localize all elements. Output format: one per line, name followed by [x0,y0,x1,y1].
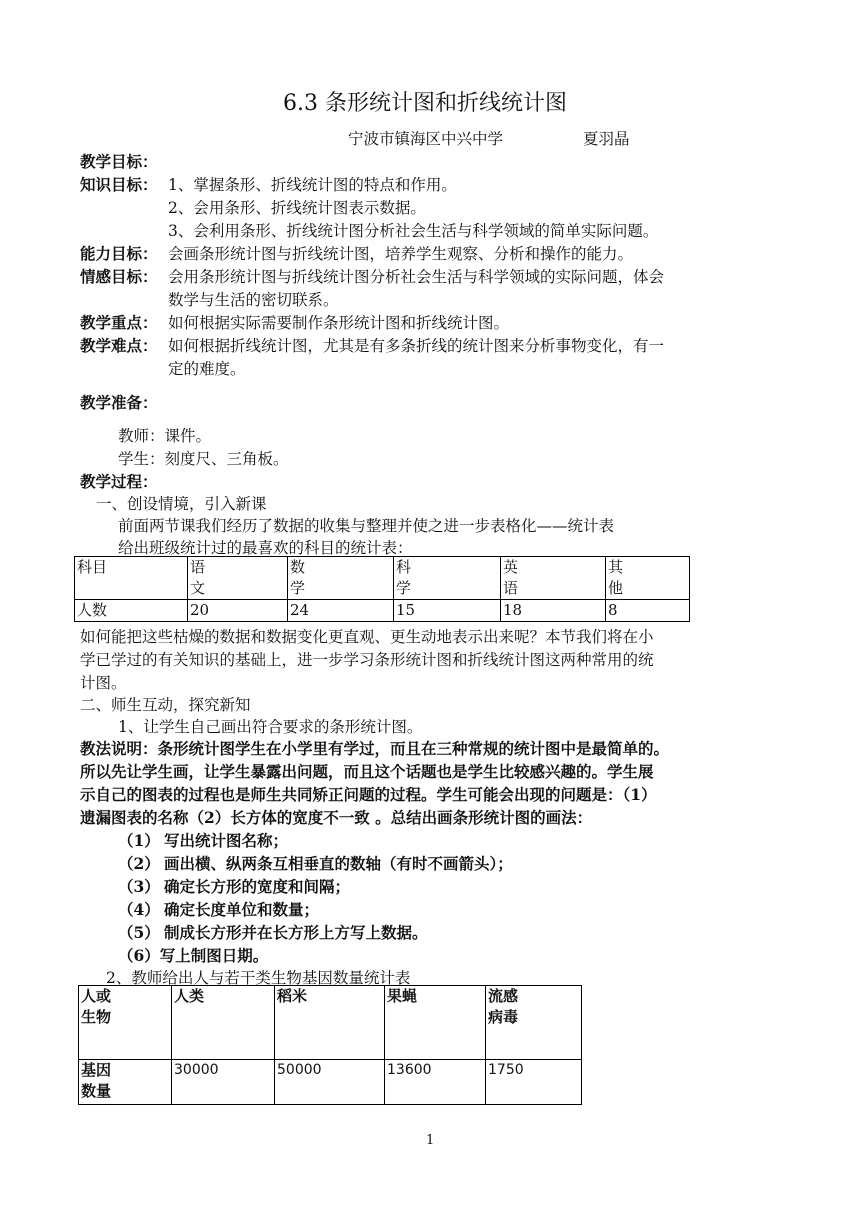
method-line-4: 遗漏图表的名称（2）长方体的宽度不一致 。总结出画条形统计图的画法： [80,808,593,827]
page-number: 1 [426,1133,435,1148]
method-line-1: 教法说明：条形统计图学生在小学里有学过，而且在三种常规的统计图中是最简单的。 [80,739,670,758]
key-label: 教学重点： [80,313,158,332]
table-cell: 人类 [172,986,275,1060]
table-cell: 科目 [75,557,188,600]
table-cell: 英 语 [501,557,606,600]
table-row [75,557,690,600]
table-cell: 果蝇 [385,986,486,1060]
prep-teacher: 教师：课件。 [118,427,212,445]
step-4-num: （4） [118,900,160,919]
difficulty-label: 教学难点： [80,336,158,355]
prep-heading: 教学准备： [80,393,158,412]
prep-student: 学生：刻度尺、三角板。 [118,450,289,468]
step-3-num: （3） [118,877,160,896]
difficulty-line-2: 定的难度。 [168,360,246,378]
step-4-text: 确定长度单位和数量； [164,900,320,919]
step-6: （6）写上制图日期。 [118,946,269,965]
table-cell: 语 文 [188,557,288,600]
knowledge-item-1: 1、掌握条形、折线统计图的特点和作用。 [168,176,457,194]
section-2-item-2: 2、教师给出人与若干类生物基因数量统计表 [106,969,411,987]
step-3-text: 确定长方形的宽度和间隔； [164,877,351,896]
emotion-line-1: 会用条形统计图与折线统计图分析社会生活与科学领域的实际问题，体会 [168,268,665,286]
table-cell: 8 [606,600,690,622]
knowledge-item-2: 2、会用条形、折线统计图表示数据。 [168,199,426,217]
emotion-label: 情感目标： [80,267,158,286]
section-1-para-1: 前面两节课我们经历了数据的收集与整理并使之进一步表格化——统计表 [118,517,615,535]
step-1-text: 写出统计图名称； [164,831,289,850]
section-1-para-2: 给出班级统计过的最喜欢的科目的统计表： [118,539,413,557]
table-cell: 50000 [275,1060,385,1105]
table-cell: 1750 [486,1060,582,1105]
gene-table [78,985,582,1105]
emotion-line-2: 数学与生活的密切联系。 [168,291,339,309]
section-2-heading: 二、师生互动，探究新知 [80,696,251,714]
table-cell: 18 [501,600,606,622]
table-row [75,600,690,622]
subject-table [74,556,690,622]
intro-para-line-2: 学已学过的有关知识的基础上，进一步学习条形统计图和折线统计图这两种常用的统 [80,651,654,669]
author-school: 宁波市镇海区中兴中学 [348,130,504,148]
method-line-2: 所以先让学生画，让学生暴露出问题，而且这个话题也是学生比较感兴趣的。学生展 [80,762,654,781]
intro-para-line-1: 如何能把这些枯燥的数据和数据变化更直观、更生动地表示出来呢？本节我们将在小 [80,628,654,646]
table-cell: 人数 [75,600,188,622]
key-text: 如何根据实际需要制作条形统计图和折线统计图。 [168,314,510,332]
step-5-text: 制成长方形并在长方形上方写上数据。 [164,923,428,942]
section-2-item-1: 1、让学生自己画出符合要求的条形统计图。 [118,718,423,736]
table-cell: 人或 生物 [79,986,172,1060]
step-1-num: （1） [118,831,160,850]
table-row [79,1060,582,1105]
table-cell: 13600 [385,1060,486,1105]
knowledge-label: 知识目标： [80,175,158,194]
section-1-heading: 一、创设情境，引入新课 [96,495,267,513]
table-cell: 24 [288,600,394,622]
goals-heading: 教学目标： [80,152,158,171]
author-name: 夏羽晶 [583,130,630,148]
table-cell: 30000 [172,1060,275,1105]
difficulty-line-1: 如何根据折线统计图，尤其是有多条折线的统计图来分析事物变化，有一 [168,337,665,355]
doc-title: 6.3 条形统计图和折线统计图 [283,91,567,116]
step-2-text: 画出横、纵两条互相垂直的数轴（有时不画箭头）； [164,854,513,873]
ability-text: 会画条形统计图与折线统计图，培养学生观察、分析和操作的能力。 [168,245,634,263]
table-cell: 科 学 [394,557,501,600]
step-5-num: （5） [118,923,160,942]
table-cell: 其 他 [606,557,690,600]
process-heading: 教学过程： [80,472,158,491]
table-cell: 20 [188,600,288,622]
ability-label: 能力目标： [80,244,158,263]
table-cell: 数 学 [288,557,394,600]
knowledge-item-3: 3、会利用条形、折线统计图分析社会生活与科学领域的简单实际问题。 [168,222,659,240]
step-2-num: （2） [118,854,160,873]
method-line-3: 示自己的图表的过程也是师生共同矫正问题的过程。学生可能会出现的问题是：（1） [80,785,657,804]
intro-para-line-3: 计图。 [80,674,127,692]
table-cell: 基因 数量 [79,1060,172,1105]
table-cell: 流感 病毒 [486,986,582,1060]
table-row [79,986,582,1060]
table-cell: 15 [394,600,501,622]
table-cell: 稻米 [275,986,385,1060]
